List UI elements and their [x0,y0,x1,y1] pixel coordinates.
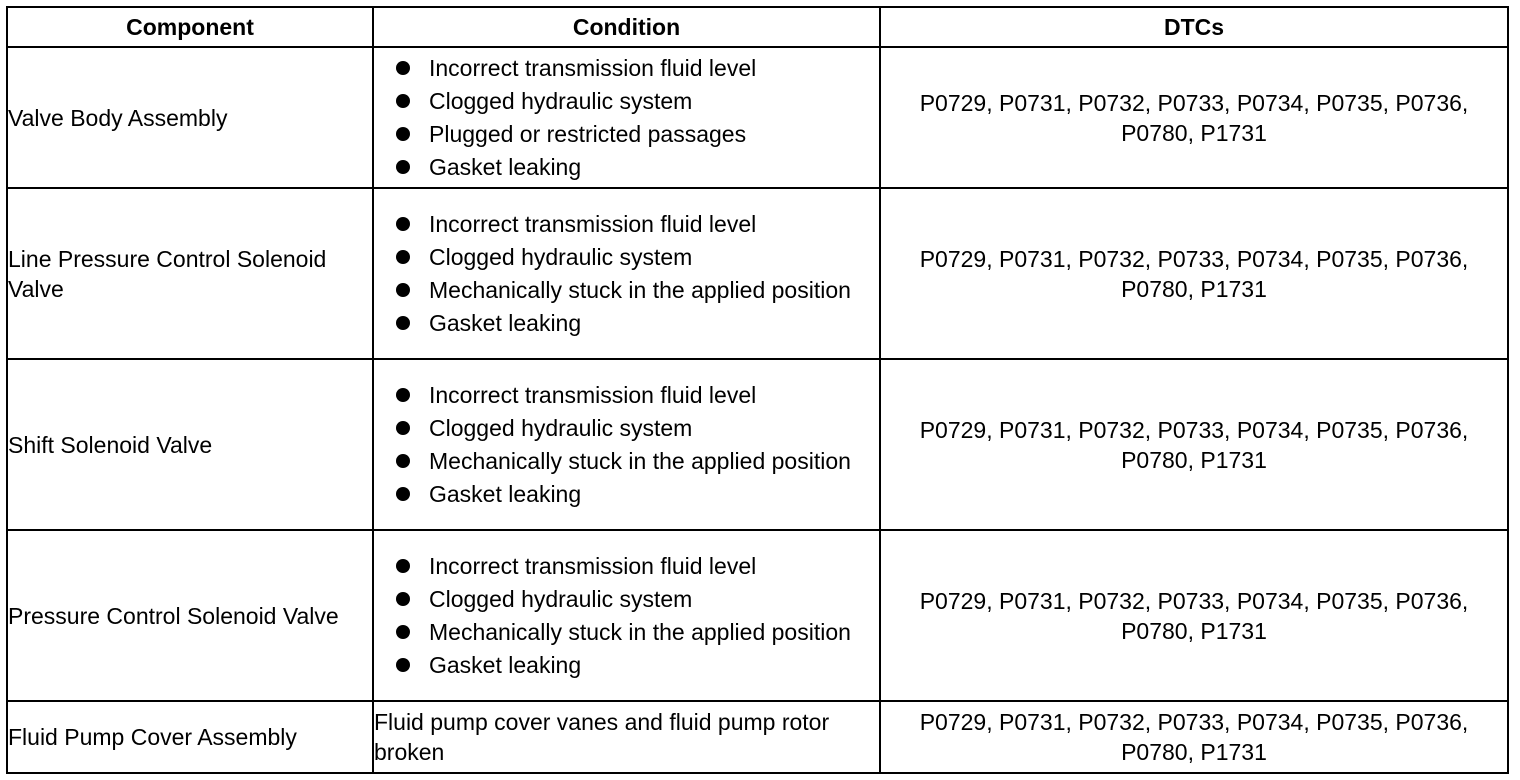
dtc-line: P0780, P1731 [1121,275,1267,302]
dtc-line: P0729, P0731, P0732, P0733, P0734, P0735, P0736, [919,709,1469,735]
component-cell: Fluid Pump Cover Assembly [7,701,373,773]
condition-cell [373,530,880,701]
condition-cell [373,359,880,530]
condition-item: Clogged hydraulic system [392,584,879,614]
table-header-row [7,7,1508,47]
dtc-line: P0780, P1731 [1121,617,1267,644]
condition-item: Mechanically stuck in the applied position [392,446,879,476]
dtc-cell [880,47,1508,188]
component-cell: Valve Body Assembly [7,47,373,188]
condition-cell [373,188,880,359]
condition-item: Clogged hydraulic system [392,413,879,443]
condition-item: Incorrect transmission fluid level [392,551,879,581]
column-header-component: Component [7,7,373,47]
dtc-line: P0729, P0731, P0732, P0733, P0734, P0735, P0736, [919,416,1469,443]
dtc-cell [880,530,1508,701]
table-row [7,359,1508,530]
condition-item: Gasket leaking [392,479,879,509]
dtc-cell [880,701,1508,773]
condition-item: Clogged hydraulic system [392,242,879,272]
condition-item: Mechanically stuck in the applied position [392,275,879,305]
condition-cell [373,47,880,188]
component-cell: Shift Solenoid Valve [7,359,373,530]
table-row [7,530,1508,701]
table-row [7,47,1508,188]
dtc-line: P0780, P1731 [1121,446,1267,473]
dtc-line: P0729, P0731, P0732, P0733, P0734, P0735, P0736, [919,245,1469,272]
condition-list [374,53,879,182]
column-header-dtcs: DTCs [880,7,1508,47]
dtc-cell [880,188,1508,359]
table-row [7,188,1508,359]
condition-item: Incorrect transmission fluid level [392,53,879,83]
dtc-line: P0729, P0731, P0732, P0733, P0734, P0735, P0736, [919,89,1469,116]
condition-item: Incorrect transmission fluid level [392,209,879,239]
component-cell: Line Pressure Control Solenoid Valve [7,188,373,359]
dtc-line: P0780, P1731 [1121,119,1267,146]
diagnostic-table [6,6,1509,774]
column-header-condition: Condition [373,7,880,47]
condition-item: Gasket leaking [392,650,879,680]
condition-list [374,380,879,509]
condition-item: Gasket leaking [392,308,879,338]
condition-item: Clogged hydraulic system [392,86,879,116]
condition-item: Gasket leaking [392,152,879,182]
dtc-line: P0729, P0731, P0732, P0733, P0734, P0735, P0736, [919,587,1469,614]
condition-cell: Fluid pump cover vanes and fluid pump rotor broken [373,701,880,773]
component-cell: Pressure Control Solenoid Valve [7,530,373,701]
condition-item: Plugged or restricted passages [392,119,879,149]
condition-list [374,209,879,338]
table-row [7,701,1508,773]
dtc-cell [880,359,1508,530]
condition-item: Incorrect transmission fluid level [392,380,879,410]
condition-list [374,551,879,680]
condition-item: Mechanically stuck in the applied position [392,617,879,647]
dtc-line: P0780, P1731 [1121,739,1267,765]
